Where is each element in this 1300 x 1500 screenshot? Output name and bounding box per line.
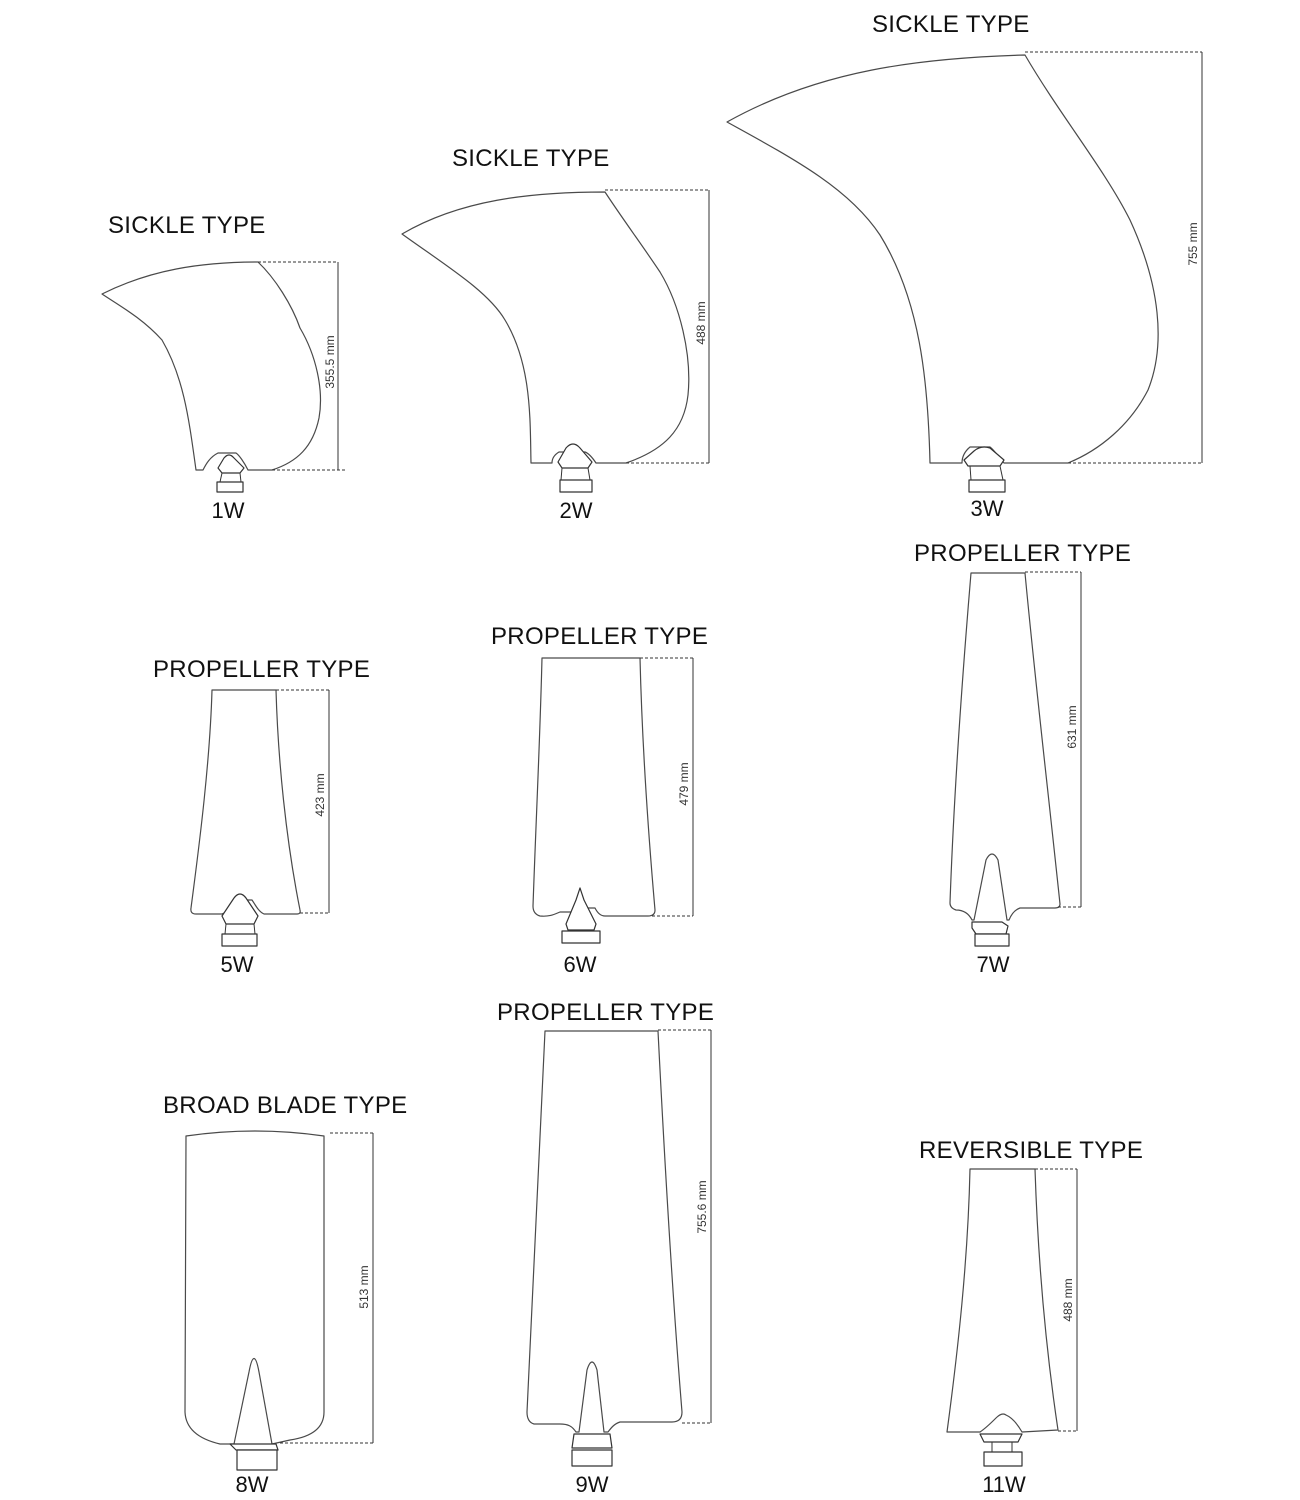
blade-height-label: 488 mm <box>694 301 708 345</box>
blade-model-code: 3W <box>970 496 1004 521</box>
blade-type-label: PROPELLER TYPE <box>153 656 371 683</box>
blade-root-mount <box>975 934 1009 946</box>
blade-model-code: 11W <box>982 1472 1026 1497</box>
blade-type-label: SICKLE TYPE <box>872 11 1030 38</box>
blade-outline <box>191 690 300 914</box>
blade-type-label: SICKLE TYPE <box>452 145 610 172</box>
blade-model-code: 6W <box>563 952 597 977</box>
blade-hub <box>972 922 1008 934</box>
blade-root-mount <box>572 1450 612 1466</box>
blade-type-label: REVERSIBLE TYPE <box>919 1137 1144 1164</box>
blade-height-label: 423 mm <box>313 773 327 817</box>
blade-root-mount <box>562 931 600 943</box>
blade-3w <box>727 11 1202 521</box>
blade-model-code: 5W <box>220 952 254 977</box>
blade-model-code: 2W <box>559 498 593 523</box>
blade-height-label: 513 mm <box>357 1265 371 1309</box>
blade-root-mount <box>969 480 1005 492</box>
blade-outline <box>102 262 320 470</box>
blade-outline <box>402 192 689 463</box>
blade-height-label: 355.5 mm <box>323 335 337 389</box>
blade-neck <box>561 468 562 480</box>
blade-neck <box>588 468 590 480</box>
blade-type-label: SICKLE TYPE <box>108 212 266 239</box>
blade-height-label: 479 mm <box>677 762 691 806</box>
blade-neck <box>225 924 226 934</box>
blade-outline <box>947 1169 1058 1432</box>
blade-type-label: PROPELLER TYPE <box>914 540 1132 567</box>
blade-6w <box>491 623 708 977</box>
blade-hub <box>572 1434 612 1448</box>
blade-model-code: 8W <box>235 1472 269 1497</box>
blade-height-label: 488 mm <box>1061 1278 1075 1322</box>
blade-height-label: 755.6 mm <box>695 1180 709 1234</box>
blade-outline <box>727 55 1158 463</box>
blade-7w <box>914 540 1131 977</box>
blade-type-label: PROPELLER TYPE <box>497 999 715 1026</box>
blade-outline <box>533 658 655 916</box>
blade-outline <box>527 1031 682 1432</box>
blade-11w <box>919 1137 1143 1497</box>
blade-root-mount <box>237 1450 277 1470</box>
blade-root-mount <box>222 934 257 946</box>
blade-neck <box>254 924 255 934</box>
blade-root-mount <box>217 482 243 492</box>
blade-root-mount <box>984 1452 1022 1466</box>
blade-height-label: 755 mm <box>1186 222 1200 266</box>
blade-neck <box>970 466 971 480</box>
blade-9w <box>497 999 714 1497</box>
blade-neck <box>1000 466 1003 480</box>
blade-1w <box>102 212 346 523</box>
blade-neck <box>220 473 222 482</box>
blade-model-code: 1W <box>211 498 245 523</box>
blade-neck <box>240 473 241 482</box>
blade-outline <box>950 573 1060 920</box>
blade-model-code: 9W <box>575 1472 609 1497</box>
blade-root-mount <box>560 480 592 492</box>
blade-outline <box>185 1131 324 1444</box>
blade-type-label: BROAD BLADE TYPE <box>163 1092 408 1119</box>
blade-height-label: 631 mm <box>1065 705 1079 749</box>
blade-hub <box>980 1434 1022 1442</box>
blade-model-code: 7W <box>976 952 1010 977</box>
blade-2w <box>402 145 709 523</box>
blade-8w <box>163 1092 407 1497</box>
blade-hub <box>230 1444 278 1450</box>
blade-type-label: PROPELLER TYPE <box>491 623 709 650</box>
blade-5w <box>153 656 370 977</box>
